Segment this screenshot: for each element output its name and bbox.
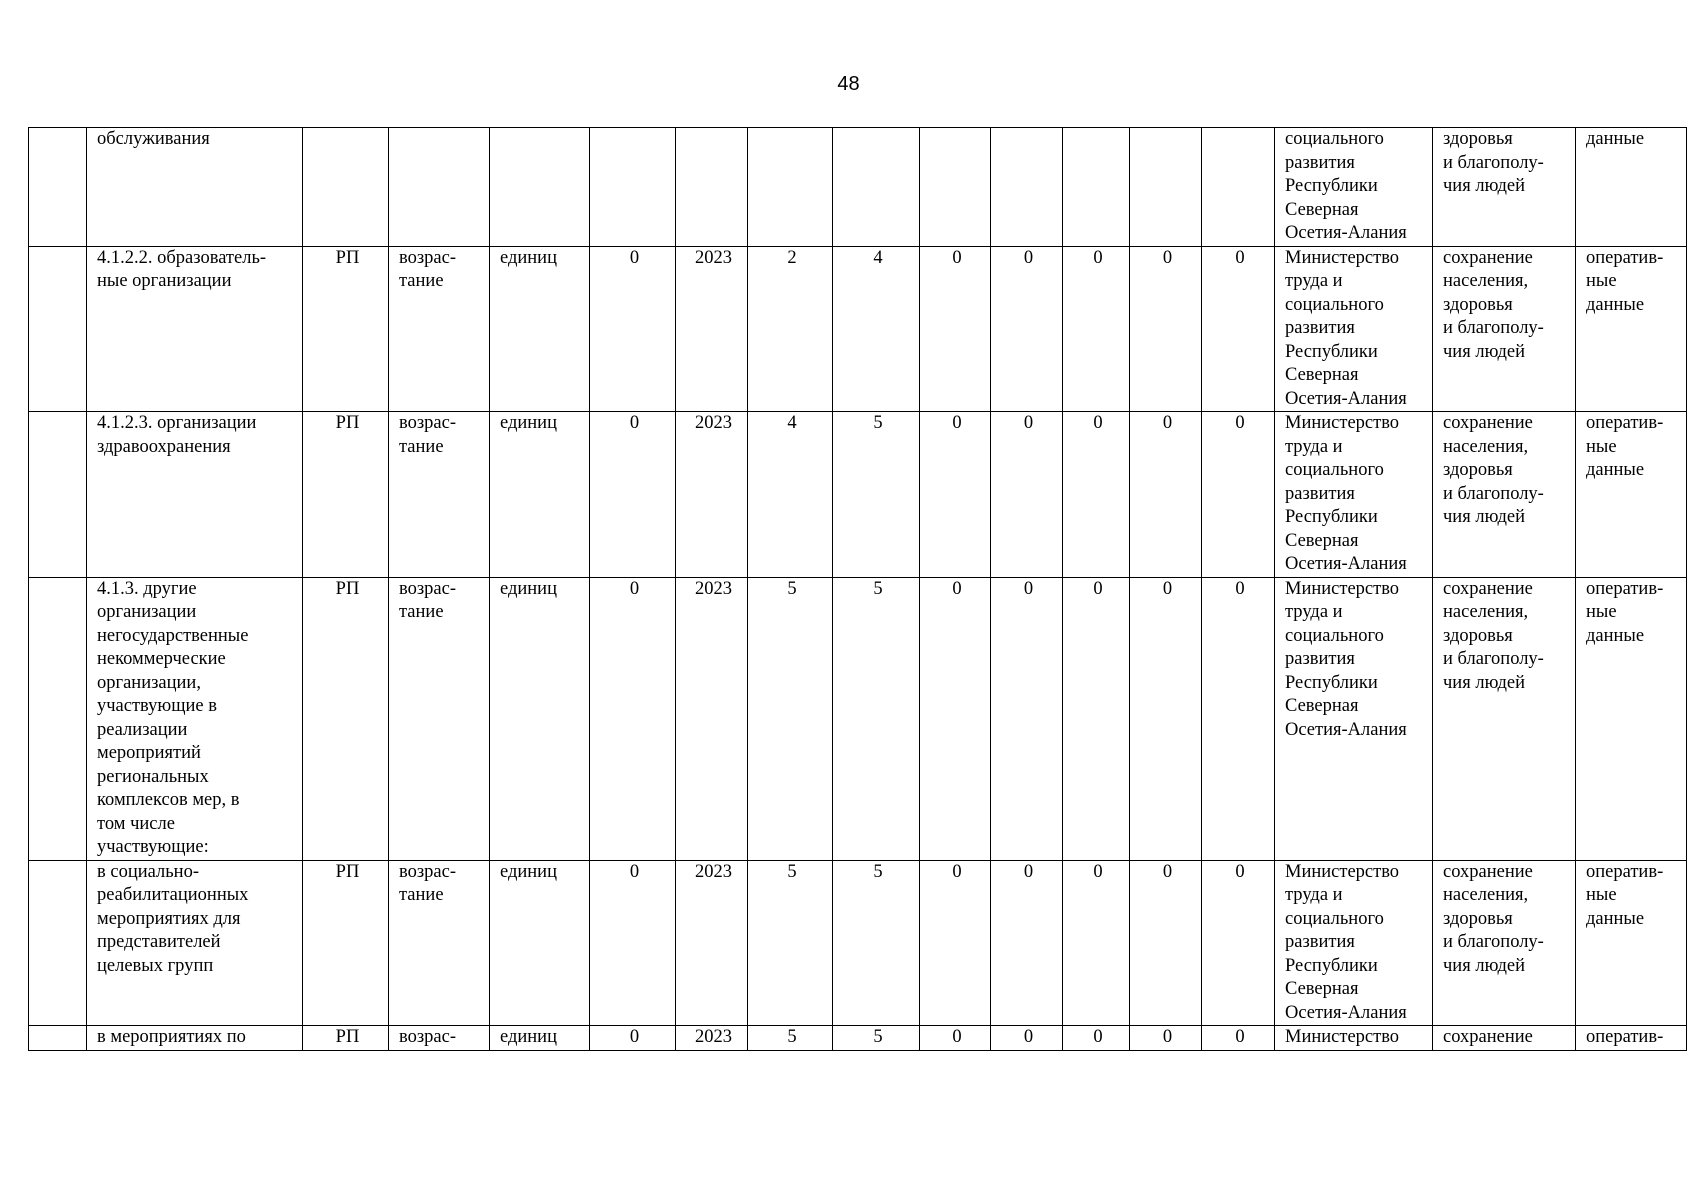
- page-number: 48: [837, 73, 860, 95]
- cell-indicator-name: 4.1.2.2. образователь- ные организации: [87, 246, 303, 412]
- cell-goal: здоровья и благополу- чия людей: [1433, 128, 1576, 247]
- table-row: [29, 128, 1687, 247]
- cell-responsible: Министерство труда и социального развития Республики Северная Осетия-Алания: [1275, 412, 1433, 578]
- cell-value: 0: [920, 860, 991, 1026]
- cell-value: 0: [920, 1026, 991, 1051]
- cell-source: данные: [1576, 128, 1687, 247]
- cell-value: 2: [748, 246, 833, 412]
- cell-value: 0: [1202, 860, 1275, 1026]
- cell-base-value: [590, 128, 676, 247]
- cell-goal: сохранение населения, здоровья и благополу- чия людей: [1433, 246, 1576, 412]
- cell-value: [1063, 128, 1130, 247]
- cell-value: 0: [1063, 577, 1130, 860]
- cell-level: РП: [303, 577, 389, 860]
- cell-value: 0: [1202, 577, 1275, 860]
- cell-source: оператив- ные данные: [1576, 246, 1687, 412]
- cell-trend: возрас- тание: [389, 412, 490, 578]
- cell-trend: возрас- тание: [389, 246, 490, 412]
- cell-base-value: 0: [590, 412, 676, 578]
- cell-base-value: 0: [590, 1026, 676, 1051]
- cell-value: 5: [748, 860, 833, 1026]
- cell-value: [748, 128, 833, 247]
- cell-value: 0: [1130, 577, 1202, 860]
- cell-value: [1130, 128, 1202, 247]
- cell-source: оператив- ные данные: [1576, 412, 1687, 578]
- cell-responsible: Министерство труда и социального развития Республики Северная Осетия-Алания: [1275, 577, 1433, 860]
- cell-indicator-name: обслуживания: [87, 128, 303, 247]
- cell-responsible: Министерство труда и социального развития Республики Северная Осетия-Алания: [1275, 860, 1433, 1026]
- cell-value: 0: [920, 246, 991, 412]
- cell-base-year: 2023: [676, 860, 748, 1026]
- cell-number: [29, 1026, 87, 1051]
- cell-number: [29, 860, 87, 1026]
- cell-number: [29, 412, 87, 578]
- cell-base-year: [676, 128, 748, 247]
- cell-value: 0: [920, 577, 991, 860]
- cell-indicator-name: в мероприятиях по: [87, 1026, 303, 1051]
- cell-value: 5: [748, 1026, 833, 1051]
- cell-value: [1202, 128, 1275, 247]
- cell-number: [29, 246, 87, 412]
- cell-value: 0: [920, 412, 991, 578]
- cell-value: 0: [1063, 412, 1130, 578]
- cell-indicator-name: 4.1.3. другие организации негосударственные некоммерческие организации, участвующие в реализации мероприятий региональных комплексов мер, в том числе участвующие:: [87, 577, 303, 860]
- cell-unit: единиц: [490, 246, 590, 412]
- cell-value: 0: [1202, 412, 1275, 578]
- cell-source: оператив- ные данные: [1576, 577, 1687, 860]
- cell-unit: единиц: [490, 412, 590, 578]
- indicators-table: [28, 127, 1687, 1051]
- table-row: [29, 1026, 1687, 1051]
- cell-value: 0: [991, 577, 1063, 860]
- cell-level: РП: [303, 1026, 389, 1051]
- cell-level: РП: [303, 412, 389, 578]
- cell-base-year: 2023: [676, 577, 748, 860]
- cell-indicator-name: в социально- реабилитационных мероприятиях для представителей целевых групп: [87, 860, 303, 1026]
- cell-unit: единиц: [490, 1026, 590, 1051]
- table-row: [29, 412, 1687, 578]
- cell-unit: единиц: [490, 860, 590, 1026]
- cell-value: 0: [1130, 860, 1202, 1026]
- cell-trend: возрас- тание: [389, 577, 490, 860]
- cell-source: оператив- ные данные: [1576, 860, 1687, 1026]
- cell-unit: единиц: [490, 577, 590, 860]
- cell-value: 0: [1063, 860, 1130, 1026]
- cell-value: 0: [991, 246, 1063, 412]
- table-row: [29, 577, 1687, 860]
- cell-value: 5: [748, 577, 833, 860]
- cell-value: 0: [1063, 246, 1130, 412]
- cell-source: оператив-: [1576, 1026, 1687, 1051]
- cell-goal: сохранение населения, здоровья и благополу- чия людей: [1433, 860, 1576, 1026]
- cell-value: 0: [991, 412, 1063, 578]
- cell-value: 0: [1130, 412, 1202, 578]
- table-body: [29, 128, 1687, 1051]
- cell-value: 5: [833, 860, 920, 1026]
- cell-trend: [389, 128, 490, 247]
- cell-unit: [490, 128, 590, 247]
- cell-value: [991, 128, 1063, 247]
- cell-base-value: 0: [590, 246, 676, 412]
- cell-level: [303, 128, 389, 247]
- cell-level: РП: [303, 860, 389, 1026]
- cell-value: 0: [1063, 1026, 1130, 1051]
- cell-value: [833, 128, 920, 247]
- cell-value: [920, 128, 991, 247]
- cell-number: [29, 128, 87, 247]
- cell-number: [29, 577, 87, 860]
- cell-value: 5: [833, 577, 920, 860]
- cell-base-value: 0: [590, 860, 676, 1026]
- cell-goal: сохранение: [1433, 1026, 1576, 1051]
- cell-value: 5: [833, 1026, 920, 1051]
- cell-value: 0: [991, 860, 1063, 1026]
- cell-value: 0: [991, 1026, 1063, 1051]
- cell-indicator-name: 4.1.2.3. организации здравоохранения: [87, 412, 303, 578]
- cell-base-year: 2023: [676, 1026, 748, 1051]
- cell-goal: сохранение населения, здоровья и благополу- чия людей: [1433, 577, 1576, 860]
- cell-responsible: Министерство труда и социального развития Республики Северная Осетия-Алания: [1275, 246, 1433, 412]
- cell-responsible: социального развития Республики Северная Осетия-Алания: [1275, 128, 1433, 247]
- cell-trend: возрас- тание: [389, 860, 490, 1026]
- cell-value: 0: [1202, 1026, 1275, 1051]
- cell-value: 0: [1130, 246, 1202, 412]
- cell-responsible: Министерство: [1275, 1026, 1433, 1051]
- cell-goal: сохранение населения, здоровья и благополу- чия людей: [1433, 412, 1576, 578]
- cell-value: 0: [1130, 1026, 1202, 1051]
- cell-base-year: 2023: [676, 246, 748, 412]
- cell-trend: возрас-: [389, 1026, 490, 1051]
- cell-base-value: 0: [590, 577, 676, 860]
- cell-value: 0: [1202, 246, 1275, 412]
- cell-value: 4: [748, 412, 833, 578]
- table-row: [29, 246, 1687, 412]
- cell-base-year: 2023: [676, 412, 748, 578]
- cell-value: 4: [833, 246, 920, 412]
- cell-level: РП: [303, 246, 389, 412]
- table-row: [29, 860, 1687, 1026]
- cell-value: 5: [833, 412, 920, 578]
